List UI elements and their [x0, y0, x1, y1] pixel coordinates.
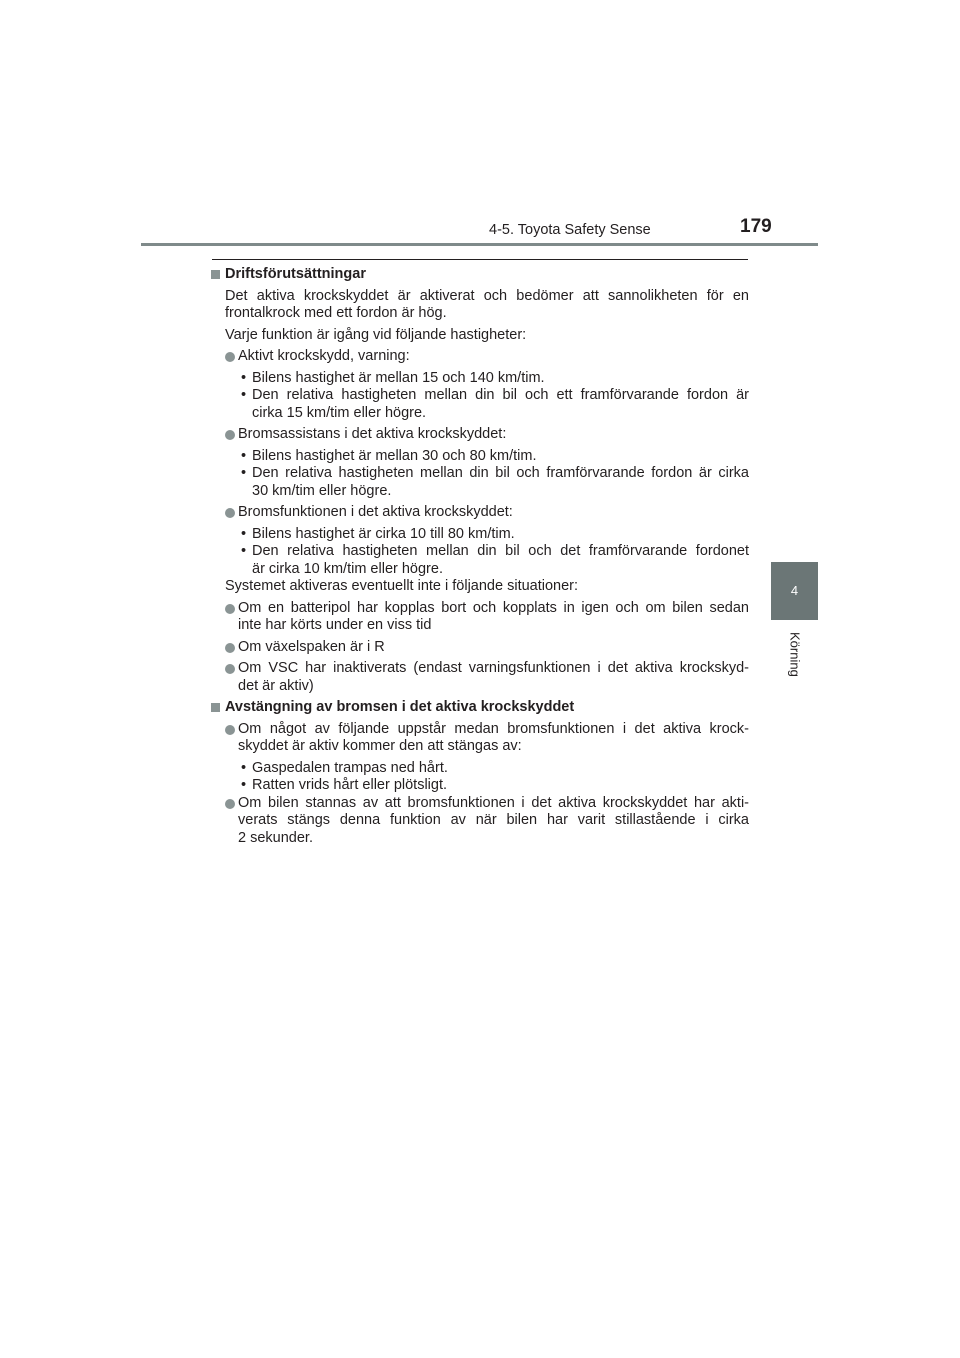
- sub-list-item: • Bilens hastighet är cirka 10 till 80 km/tim.: [241, 525, 515, 542]
- bullet-dot-icon: [225, 799, 235, 809]
- sub-list-item: • Bilens hastighet är mellan 30 och 80 km/tim.: [241, 447, 537, 464]
- square-marker-icon: [211, 703, 220, 712]
- sub-list-item: • Ratten vrids hårt eller plötsligt.: [241, 777, 448, 793]
- page-content: [211, 266, 749, 847]
- sub-list-item: • Gaspedalen trampas ned hårt.: [241, 759, 448, 776]
- list-item-continued: inte har körts under en viss tid: [238, 617, 432, 633]
- sub-bullet-icon: •: [241, 387, 247, 403]
- bullet-dot-icon: [225, 604, 235, 614]
- paragraph-line: Det aktiva krockskyddet är aktiverat och bedömer att sannolikheten för en: [225, 287, 749, 304]
- sub-list-item: • Bilens hastighet är mellan 15 och 140 km/tim.: [241, 369, 545, 386]
- bullet-dot-icon: [225, 643, 235, 653]
- list-item: Bromsfunktionen i det aktiva krockskyddet:: [211, 504, 749, 522]
- list-item: Om något av följande uppstår medan bromsfunktionen i det aktiva krock-: [211, 721, 749, 739]
- sub-bullet-icon: •: [241, 465, 247, 481]
- square-marker-icon: [211, 270, 220, 279]
- sub-list-item: • Den relativa hastigheten mellan din bil och det framförvarande fordonet: [241, 543, 749, 559]
- sub-bullet-icon: •: [241, 759, 247, 776]
- heading-brake-deactivation: Avstängning av bromsen i det aktiva krockskyddet: [211, 699, 749, 717]
- bullet-dot-icon: [225, 430, 235, 440]
- sub-list-item-continued: cirka 15 km/tim eller högre.: [252, 404, 427, 421]
- sub-bullet-icon: •: [241, 777, 247, 793]
- sub-list-item-continued: är cirka 10 km/tim eller högre.: [252, 560, 443, 577]
- sub-list-item: • Den relativa hastigheten mellan din bil och ett framförvarande fordon är: [241, 387, 749, 403]
- list-item: Om bilen stannas av att bromsfunktionen i det aktiva krockskyddet har akti-: [211, 795, 749, 813]
- page-number: 179: [740, 216, 772, 237]
- paragraph-line: frontalkrock med ett fordon är hög.: [225, 305, 447, 321]
- list-item: Bromsassistans i det aktiva krockskyddet:: [211, 426, 749, 444]
- list-item: Om växelspaken är i R: [211, 639, 749, 657]
- paragraph-line: Varje funktion är igång vid följande hastigheter:: [225, 326, 527, 343]
- list-item-continued: 2 sekunder.: [238, 829, 313, 846]
- chapter-tab: 4: [771, 562, 818, 620]
- header-rule: [141, 243, 818, 246]
- bullet-dot-icon: [225, 664, 235, 674]
- heading-operating-conditions: Driftsförutsättningar: [211, 266, 749, 284]
- sub-list-item-continued: 30 km/tim eller högre.: [252, 482, 392, 499]
- paragraph-line: Systemet aktiveras eventuellt inte i följande situationer:: [225, 578, 579, 594]
- bullet-dot-icon: [225, 352, 235, 362]
- list-item: Om VSC har inaktiverats (endast varningsfunktionen i det aktiva krockskyd-: [211, 660, 749, 678]
- bullet-dot-icon: [225, 508, 235, 518]
- list-item-continued: verats stängs denna funktion av när bilen har varit stillastående i cirka: [238, 812, 749, 828]
- list-item: Om en batteripol har kopplas bort och kopplats in igen och om bilen sedan: [211, 600, 749, 618]
- sub-bullet-icon: •: [241, 447, 247, 464]
- sub-bullet-icon: •: [241, 543, 247, 559]
- content-rule: [212, 259, 748, 260]
- sub-bullet-icon: •: [241, 369, 247, 386]
- sub-bullet-icon: •: [241, 525, 247, 542]
- sub-list-item: • Den relativa hastigheten mellan din bil och framförvarande fordon är cirka: [241, 465, 749, 481]
- list-item: Aktivt krockskydd, varning:: [211, 348, 749, 366]
- running-header-section: 4-5. Toyota Safety Sense: [489, 222, 651, 238]
- chapter-title: Körning: [787, 632, 803, 677]
- list-item-continued: skyddet är aktiv kommer den att stängas av:: [238, 738, 522, 754]
- chapter-title-vertical: [785, 632, 805, 712]
- bullet-dot-icon: [225, 725, 235, 735]
- list-item-continued: det är aktiv): [238, 677, 314, 694]
